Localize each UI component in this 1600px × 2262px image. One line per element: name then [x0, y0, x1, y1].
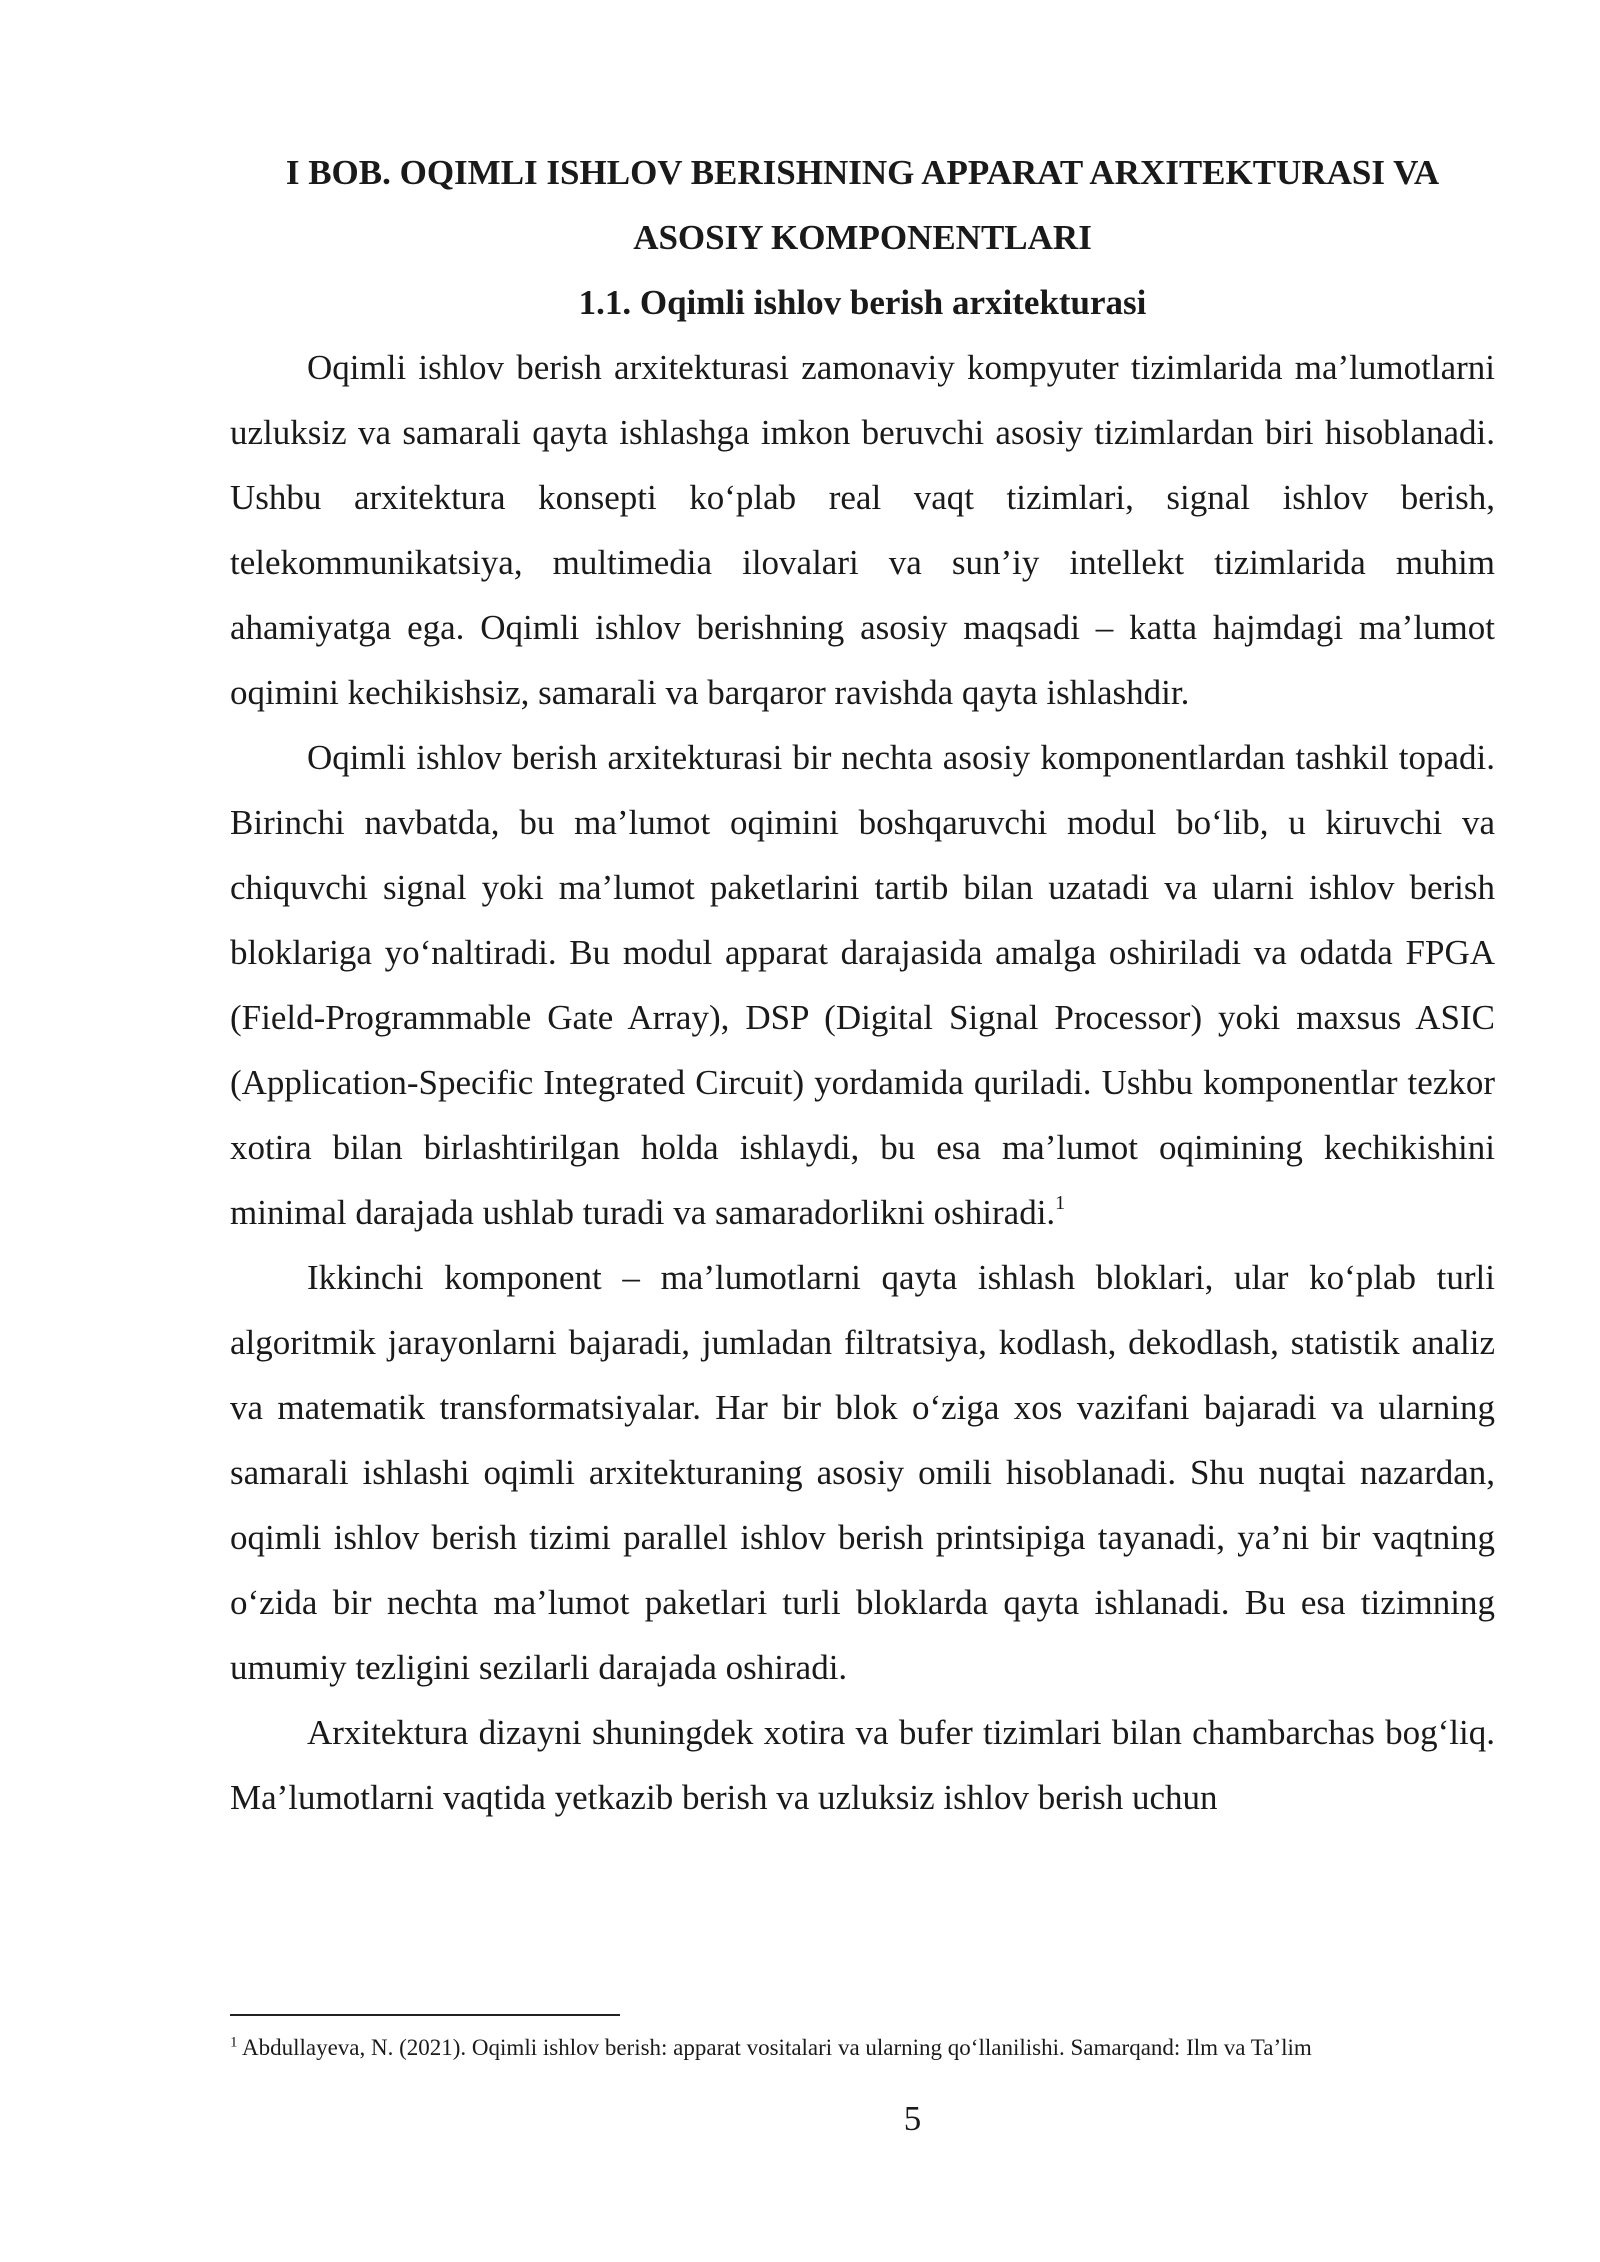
chapter-title-line-1: I BOB. OQIMLI ISHLOV BERISHNING APPARAT ARXITEKTURASI VA: [285, 153, 1440, 192]
footnote: [230, 2032, 1495, 2064]
page-body: [230, 140, 1495, 1830]
section-title: 1.1. Oqimli ishlov berish arxitekturasi: [578, 283, 1147, 322]
chapter-title-line-2: ASOSIY KOMPONENTLARI: [633, 218, 1092, 257]
paragraph-4: [230, 1700, 1495, 1830]
footnote-marker: 1: [230, 2034, 238, 2051]
paragraph-4-text: Arxitektura dizayni shuningdek xotira va bufer tizimlari bilan chambarchas bog‘liq. Ma’lumotlarni vaqtida yetkazib berish va uzluksiz ishlov berish uchun: [230, 1713, 1495, 1817]
paragraph-1-text: Oqimli ishlov berish arxitekturasi zamonaviy kompyuter tizimlarida ma’lumotlarni uzluksiz va samarali qayta ishlashga imkon beruvchi asosiy tizimlardan biri hisoblanadi. Ushbu arxitektura konsepti ko‘plab real vaqt tizimlari, signal ishlov berish, telekommunikatsiya, multimedia ilovalari va sun’iy intellekt tizimlarida muhim ahamiyatga ega. Oqimli ishlov berishning asosiy maqsadi – katta hajmdagi ma’lumot oqimini kechikishsiz, samarali va barqaror ravishda qayta ishlashdir.: [230, 348, 1495, 712]
footnote-reference[interactable]: 1: [1055, 1192, 1066, 1215]
footnote-separator: [230, 2014, 620, 2016]
page-number: 5: [903, 2099, 922, 2138]
footnote-text: Abdullayeva, N. (2021). Oqimli ishlov berish: apparat vositalari va ularning qo‘llanilishi. Samarqand: Ilm va Ta’lim: [241, 2035, 1312, 2060]
paragraph-3: [230, 1245, 1495, 1700]
paragraph-2-text: Oqimli ishlov berish arxitekturasi bir nechta asosiy komponentlardan tashkil topadi. Birinchi navbatda, bu ma’lumot oqimini boshqaruvchi modul bo‘lib, u kiruvchi va chiquvchi signal yoki ma’lumot paketlarini tartib bilan uzatadi va ularni ishlov berish bloklariga yo‘naltiradi. Bu modul apparat darajasida amalga oshiriladi va odatda FPGA (Field-Programmable Gate Array), DSP (Digital Signal Processor) yoki maxsus ASIC (Application-Specific Integrated Circuit) yordamida quriladi. Ushbu komponentlar tezkor xotira bilan birlashtirilgan holda ishlaydi, bu esa ma’lumot oqimining kechikishini minimal darajada ushlab turadi va samaradorlikni oshiradi.: [230, 738, 1495, 1232]
paragraph-3-text: Ikkinchi komponent – ma’lumotlarni qayta ishlash bloklari, ular ko‘plab turli algoritmik jarayonlarni bajaradi, jumladan filtratsiya, kodlash, dekodlash, statistik analiz va matematik transformatsiyalar. Har bir blok o‘ziga xos vazifani bajaradi va ularning samarali ishlashi oqimli arxitekturaning asosiy omili hisoblanadi. Shu nuqtai nazardan, oqimli ishlov berish tizimi parallel ishlov berish printsipiga tayanadi, ya’ni bir vaqtning o‘zida bir nechta ma’lumot paketlari turli bloklarda qayta ishlanadi. Bu esa tizimning umumiy tezligini sezilarli darajada oshiradi.: [230, 1258, 1495, 1687]
paragraph-1: [230, 335, 1495, 725]
paragraph-2: [230, 725, 1495, 1245]
chapter-title: [230, 140, 1495, 270]
